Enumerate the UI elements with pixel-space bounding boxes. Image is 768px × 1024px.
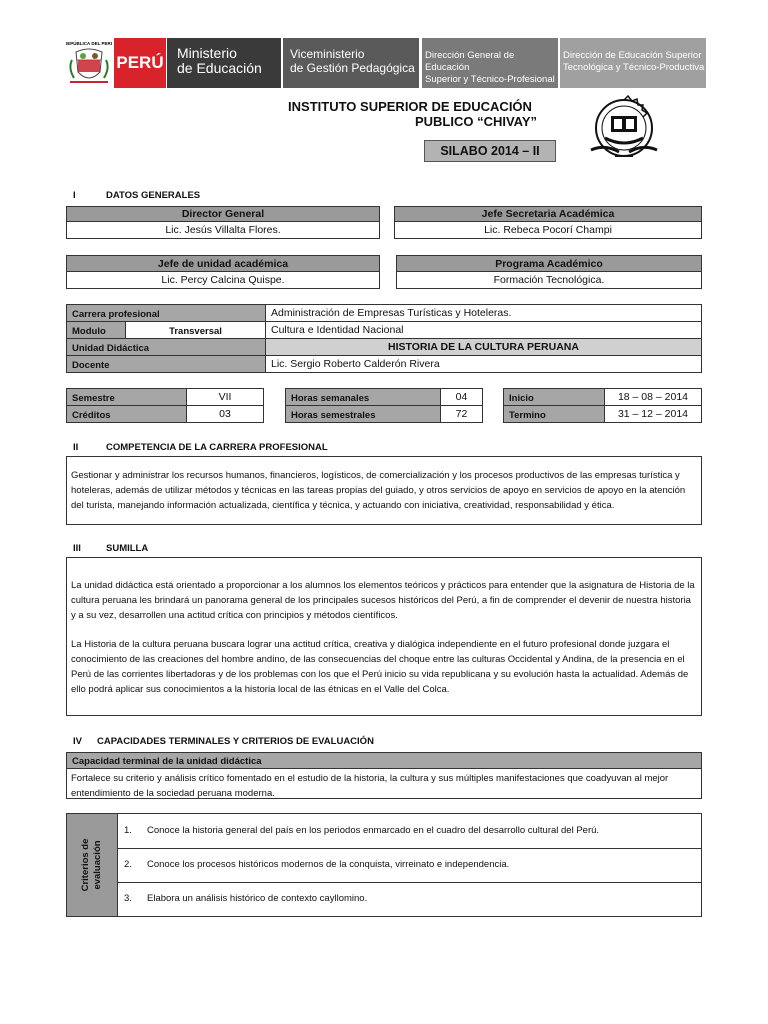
creditos-label: Créditos — [66, 405, 187, 423]
jefe-sec-value: Lic. Rebeca Pocorí Champi — [394, 221, 702, 239]
modulo-value: Cultura e Identidad Nacional — [265, 321, 702, 339]
institute-line1: INSTITUTO SUPERIOR DE EDUCACIÓN — [288, 99, 532, 114]
criterio-row — [117, 814, 701, 849]
institute-seal-icon — [585, 94, 663, 166]
criterios-label-cell — [67, 814, 118, 916]
jefe-unidad-value: Lic. Percy Calcina Quispe. — [66, 271, 380, 289]
htot-label: Horas semestrales — [285, 405, 441, 423]
vice-block — [283, 38, 419, 88]
capacidad-box — [66, 768, 702, 799]
dir-general-line2: Superior y Técnico-Profesional — [425, 74, 555, 85]
institute-line2: PUBLICO “CHIVAY” — [414, 114, 538, 129]
jefe-unidad-label: Jefe de unidad académica — [66, 255, 380, 272]
national-shield-icon — [66, 38, 112, 88]
peru-label: PERÚ — [114, 38, 166, 88]
criterio-num: 3. — [124, 893, 132, 904]
criterio-row — [117, 848, 701, 883]
shield-caption: REPÚBLICA DEL PERÚ — [66, 41, 112, 46]
section-1-title: DATOS GENERALES — [106, 190, 201, 201]
section-4-title: CAPACIDADES TERMINALES Y CRITERIOS DE EVALUACIÓN — [97, 736, 374, 747]
dir-superior-line2: Tecnológica y Técnico-Productiva — [563, 62, 705, 73]
criterio-num: 1. — [124, 825, 132, 836]
hsem-value: 04 — [440, 388, 483, 406]
unidad-label: Unidad Didáctica — [66, 338, 266, 356]
capacidad-label: Capacidad terminal de la unidad didáctica — [66, 752, 702, 769]
semestre-label: Semestre — [66, 388, 187, 406]
ministry-line1: Ministerio — [177, 45, 237, 61]
htot-value: 72 — [440, 405, 483, 423]
criterios-label-line1: Criterios de — [80, 838, 91, 892]
director-label: Director General — [66, 206, 380, 222]
criterio-text: Conoce los procesos históricos modernos de la conquista, virreinato e independencia. — [147, 859, 510, 870]
competencia-box — [66, 456, 702, 525]
termino-label: Termino — [503, 405, 605, 423]
programa-label: Programa Académico — [396, 255, 702, 272]
dir-superior-block — [560, 38, 706, 88]
section-2-num: II — [73, 442, 79, 453]
carrera-value: Administración de Empresas Turísticas y Hoteleras. — [265, 304, 702, 322]
criterio-row — [117, 882, 701, 916]
section-3-num: III — [73, 543, 81, 554]
docente-label: Docente — [66, 355, 266, 373]
section-1-num: I — [73, 190, 76, 201]
ministry-block — [167, 38, 281, 88]
hsem-label: Horas semanales — [285, 388, 441, 406]
unidad-value: HISTORIA DE LA CULTURA PERUANA — [265, 338, 702, 356]
semestre-value: VII — [186, 388, 264, 406]
docente-value: Lic. Sergio Roberto Calderón Rivera — [265, 355, 702, 373]
dir-superior-line1: Dirección de Educación Superior — [563, 50, 702, 61]
modulo-label: Modulo — [66, 321, 126, 339]
silabo-badge: SILABO 2014 – II — [424, 140, 556, 162]
dir-general-line1: Dirección General de Educación — [425, 50, 515, 73]
carrera-label: Carrera profesional — [66, 304, 266, 322]
jefe-sec-label: Jefe Secretaria Académica — [394, 206, 702, 222]
criterios-label — [80, 839, 104, 892]
creditos-value: 03 — [186, 405, 264, 423]
section-2-title: COMPETENCIA DE LA CARRERA PROFESIONAL — [106, 442, 328, 453]
criterio-num: 2. — [124, 859, 132, 870]
sumilla-box — [66, 557, 702, 716]
capacidad-text: Fortalece su criterio y análisis crítico fomentado en el estudio de la historia, la cultura y sus múltiples manifestaciones que coadyuvan al mejor entendimiento de la sociedad peruana moderna. — [71, 773, 669, 799]
sumilla-p1: La unidad didáctica está orientado a proporcionar a los alumnos los elementos teóricos y prácticos para entender que la asignatura de Historia de la cultura peruana les brindará un panorama general de los principales sucesos históricos del Perú, a fin de comprender el devenir de nuestra historia y a su vez, desarrollen una actitud crítica con principios y métodos científicos. — [71, 580, 695, 621]
ministry-line2: de Educación — [177, 60, 262, 76]
sumilla-p2: La Historia de la cultura peruana buscara lograr una actitud crítica, creativa y dialógica independiente en el futuro profesional donde juzgara el conocimiento de las creaciones del hombre andino, de las consecuencias del choque entre las culturas Occidental y Andina, de la presencia en el Perú de las corrientes libertadoras y de los problemas con los que el Perú inicio su vida republicana y su evolución hasta la actualidad. Además de ello podrá aplicar sus conocimientos a la historia local de las étnicas en el Valle del Colca. — [71, 639, 689, 695]
dir-general-block — [422, 38, 558, 88]
criterio-text: Conoce la historia general del país en los periodos enmarcado en el cuadro del desarrollo cultural del Perú. — [147, 825, 600, 836]
header-banner — [66, 38, 706, 88]
director-value: Lic. Jesús Villalta Flores. — [66, 221, 380, 239]
criterios-label-line2: evaluación — [92, 840, 103, 890]
inicio-value: 18 – 08 – 2014 — [604, 388, 702, 406]
vice-line1: Viceministerio — [290, 47, 365, 61]
vice-line2: de Gestión Pedagógica — [290, 61, 415, 75]
termino-value: 31 – 12 – 2014 — [604, 405, 702, 423]
section-3-title: SUMILLA — [106, 543, 149, 554]
criterio-text: Elabora un análisis histórico de contexto cayllomino. — [147, 893, 368, 904]
section-4-num: IV — [73, 736, 82, 747]
criterios-table — [66, 813, 702, 917]
programa-value: Formación Tecnológica. — [396, 271, 702, 289]
competencia-text: Gestionar y administrar los recursos humanos, financieros, logísticos, de comercialización y los procesos productivos de las empresas turística y hoteleras, además de utilizar métodos y técnicas en las tareas propias del guiado, y otros servicios de apoyo en servicios de apoyo en la atención del turista, manejando información actualizada, científica y técnica, y actuando con iniciativa, creatividad, responsabilidad y ética. — [71, 470, 686, 511]
inicio-label: Inicio — [503, 388, 605, 406]
modulo-type: Transversal — [125, 321, 266, 339]
